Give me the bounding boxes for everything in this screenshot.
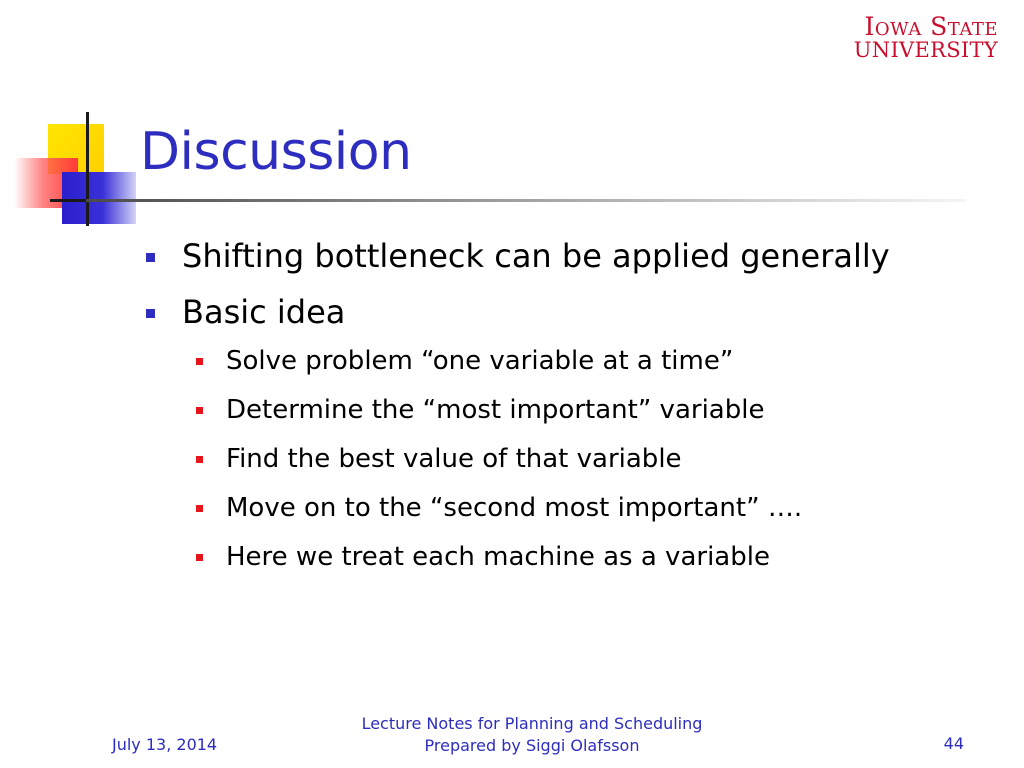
university-logo — [854, 14, 998, 61]
square-bullet-icon — [146, 309, 155, 318]
bullet-text: Shifting bottleneck can be applied generally — [182, 237, 890, 275]
sub-bullet-text: Move on to the “second most important” …. — [226, 493, 803, 523]
sub-bullet-list — [140, 344, 980, 574]
slide-content — [140, 236, 980, 589]
logo-line-1: Iowa State — [864, 12, 998, 41]
logo-line-2: UNIVERSITY — [853, 37, 998, 62]
red-square-bullet-icon — [196, 407, 203, 414]
slide-title: Discussion — [140, 122, 412, 182]
red-square-bullet-icon — [196, 505, 203, 512]
sub-bullet-item — [140, 393, 980, 427]
page-number: 44 — [943, 734, 964, 753]
red-square-bullet-icon — [196, 358, 203, 365]
footer-date: July 13, 2014 — [112, 735, 218, 754]
sub-bullet-text: Solve problem “one variable at a time” — [226, 346, 734, 376]
sub-bullet-text: Here we treat each machine as a variable — [226, 542, 770, 572]
footer-course-info — [312, 713, 752, 757]
decorative-vertical-line — [86, 112, 89, 226]
sub-bullet-text: Determine the “most important” variable — [226, 395, 765, 425]
red-square-bullet-icon — [196, 456, 203, 463]
red-square-bullet-icon — [196, 554, 203, 561]
bullet-text: Basic idea — [182, 293, 346, 331]
bullet-item — [140, 292, 980, 332]
bullet-item — [140, 236, 980, 276]
footer-author: Prepared by Siggi Olafsson — [424, 736, 640, 755]
sub-bullet-item — [140, 344, 980, 378]
sub-bullet-text: Find the best value of that variable — [226, 444, 682, 474]
sub-bullet-item — [140, 540, 980, 574]
sub-bullet-item — [140, 491, 980, 525]
title-underline-rule — [86, 199, 966, 202]
square-bullet-icon — [146, 253, 155, 262]
decorative-blue-square — [62, 172, 136, 224]
sub-bullet-item — [140, 442, 980, 476]
footer-course-title: Lecture Notes for Planning and Scheduling — [361, 714, 703, 733]
